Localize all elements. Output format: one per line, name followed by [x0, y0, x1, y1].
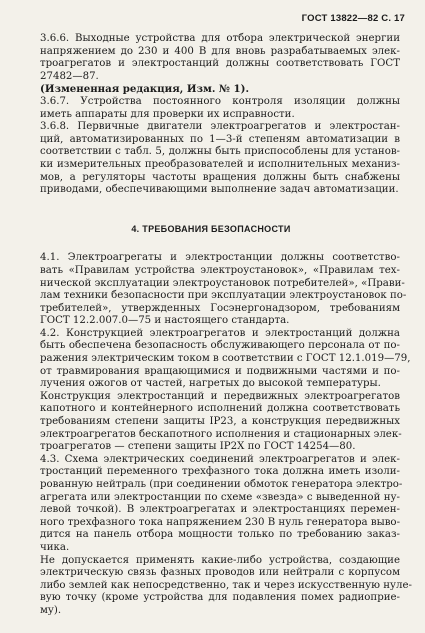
text-line: ного трехфазного тока напряжением 230 В нуль генератора выво-	[40, 516, 401, 528]
text-line: ГОСТ 12.2.007.0—75 и настоящего стандарта.	[40, 315, 290, 327]
text-line: иметь аппараты для проверки их исправности.	[40, 108, 295, 120]
paragraph	[22, 33, 400, 83]
paragraph	[22, 453, 403, 555]
text-line: 4.1. Электроагрегаты и электростанции должны соответство-	[40, 252, 400, 264]
paragraph	[22, 83, 400, 96]
text-line: 3.6.8. Первичные двигатели электроагрегатов и электростан-	[40, 121, 400, 133]
text-line: вую точку (кроме устройства для подавления помех радиоприе-	[40, 592, 400, 604]
paragraph	[22, 121, 400, 197]
text-line: 3.6.7. Устройства постоянного контроля изоляции должны	[40, 95, 400, 107]
text-line: приводами, обеспечивающими выполнение задач автоматизации.	[40, 184, 399, 196]
text-line: чика.	[40, 541, 70, 553]
text-line: левой точкой). В электроагрегатах и электростанциях перемен-	[40, 504, 400, 516]
text-line: дится на панель отбора мощности только по требованию заказ-	[40, 529, 400, 541]
text-line: электрическую связь фазных проводов или нейтрали с корпусом	[40, 567, 400, 579]
text-line: троагрегатов — степени защиты IP2X по ГОСТ 14254—80.	[40, 441, 356, 453]
paragraph	[22, 391, 400, 454]
text-line: электроагрегатов бескапотного исполнения и стационарных элек-	[40, 428, 402, 440]
text-line: му).	[40, 604, 62, 616]
text-line: 4.3. Схема электрических соединений электроагрегатов и элек-	[40, 453, 400, 465]
paragraph	[22, 554, 412, 618]
text-line: Не допускается применять какие-либо устройства, создающие	[40, 554, 400, 566]
text-line: Конструкция электростанций и передвижных электроагрегатов	[40, 390, 400, 402]
clause-3-6-block	[22, 33, 400, 197]
text-line: рованную нейтраль (при соединении обмоток генератора электро-	[40, 479, 403, 490]
section-title: 4. ТРЕБОВАНИЯ БЕЗОПАСНОСТИ	[131, 223, 291, 234]
text-line: троагрегатов и электростанций должны соответствовать ГОСТ	[40, 58, 400, 70]
safety-requirements-block	[22, 252, 412, 617]
paragraph	[22, 327, 411, 391]
text-line: 4.2. Конструкцией электроагрегатов и электростанций должна	[40, 327, 400, 339]
paragraph	[22, 96, 400, 121]
text-line: мов, а регуляторы частоты вращения должны быть снабжены	[40, 171, 400, 183]
page-header: ГОСТ 13822—82 С. 17	[301, 13, 405, 24]
text-line: нической эксплуатации электроустановок потребителей», «Прави-	[40, 277, 405, 289]
text-line: капотного и контейнерного исполнений должна соответствовать	[40, 403, 400, 415]
paragraph	[22, 252, 407, 328]
text-line: вать «Правилам устройства электроустановок», «Правилам тех-	[40, 264, 400, 276]
text-line: лучения ожогов от частей, нагретых до высокой температуры.	[40, 378, 381, 390]
text-line: напряжением до 230 и 400 В для вновь разрабатываемых элек-	[40, 45, 400, 57]
text-line: тростанций переменного трехфазного тока должна иметь изоли-	[40, 466, 400, 478]
text-line: либо землей как непосредственно, так и через искусственную нуле-	[40, 579, 412, 591]
text-line: (Измененная редакция, Изм. № 1).	[40, 83, 250, 96]
text-line: лам техники безопасности при эксплуатации электроустановок по-	[40, 290, 407, 302]
text-line: 3.6.6. Выходные устройства для отбора электрической энергии	[40, 33, 400, 44]
text-line: ражения электрическим током в соответствии с ГОСТ 12.1.019—79,	[40, 353, 411, 365]
text-line: ций, автоматизированных по 1—3-й степеням автоматизации в	[40, 133, 400, 145]
text-line: требованиям степени защиты IP23, а конструкция передвижных	[40, 416, 400, 428]
text-line: агрегата или электростанции по схеме «звезда» с выведенной ну-	[40, 491, 400, 503]
text-line: ки измерительных преобразователей и исполнительных механиз-	[40, 158, 400, 170]
text-line: соответствии с табл. 5, должны быть приспособлены для установ-	[40, 146, 400, 158]
text-line: требителей», утвержденных Госэнергонадзором, требованиям	[40, 302, 400, 314]
text-line: 27482—87.	[40, 70, 99, 82]
text-line: от травмирования вращающимися и подвижными частями и по-	[40, 365, 400, 377]
document-body	[22, 33, 412, 618]
text-line: быть обеспечена безопасность обслуживающего персонала от по-	[40, 340, 400, 352]
